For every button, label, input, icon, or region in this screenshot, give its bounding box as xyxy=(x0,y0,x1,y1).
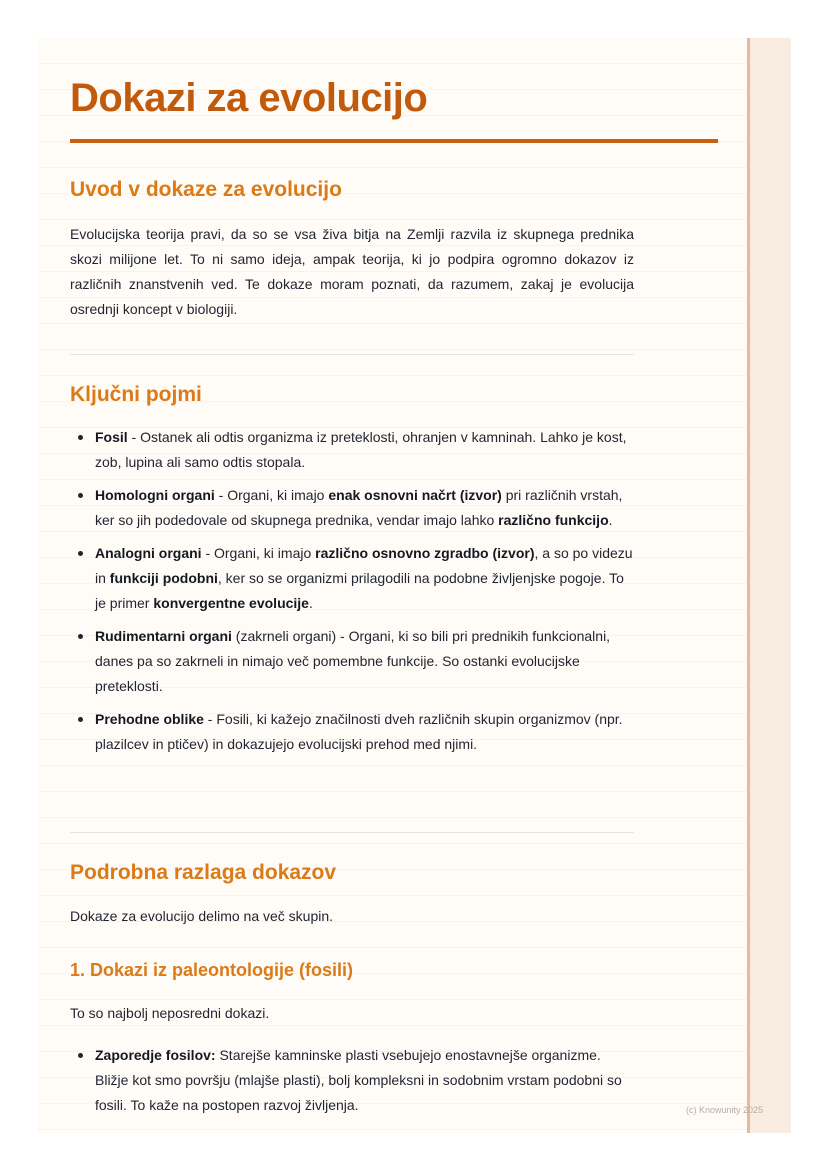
definition-text: - Organi, ki imajo xyxy=(214,487,329,503)
section-divider xyxy=(70,832,634,833)
concepts-list xyxy=(70,425,634,765)
emphasis-text: funkciji podobni xyxy=(109,570,218,586)
details-paragraph: Dokaze za evolucijo delimo na več skupin. xyxy=(70,908,334,924)
list-item xyxy=(70,483,634,533)
definition-text: (zakrneli organi) - Organi, ki so bili pri prednikih funkcionalni, danes pa so zakrneli in nimajo več pomembne funkcije. So ostanki evolucijske preteklosti. xyxy=(95,628,611,694)
document-page xyxy=(38,38,791,1133)
list-item xyxy=(70,707,634,757)
term-fosil: Fosil xyxy=(95,429,128,445)
list-item xyxy=(70,1043,634,1118)
list-item xyxy=(70,541,634,616)
page-title: Dokazi za evolucijo xyxy=(70,76,428,120)
term-analogni: Analogni organi xyxy=(95,545,202,561)
definition-text: , ker so se organizmi prilagodili na podobne življenjske pogoje. To je primer xyxy=(95,570,624,611)
term-prehodne: Prehodne oblike xyxy=(95,711,204,727)
list-item xyxy=(70,425,634,475)
term-homologni: Homologni organi xyxy=(95,487,215,503)
definition-text: . xyxy=(308,595,313,611)
margin-band xyxy=(747,38,791,1133)
definition-text: - Ostanek ali odtis organizma iz preteklosti, ohranjen v kamninah. Lahko je kost, zob, lupina ali samo odtis stopala. xyxy=(95,429,627,470)
emphasis-text: različno osnovno zgradbo (izvor) xyxy=(315,545,535,561)
section-heading-details: Podrobna razlaga dokazov xyxy=(70,861,337,884)
list-item xyxy=(70,624,634,699)
emphasis-text: konvergentne evolucije xyxy=(153,595,309,611)
emphasis-text: različno funkcijo xyxy=(498,512,609,528)
definition-text: pri različnih vrstah, ker so jih podedovale od skupnega prednika, vendar imajo lahko xyxy=(95,487,623,528)
intro-paragraph: Evolucijska teorija pravi, da so se vsa živa bitja na Zemlji razvila iz skupnega prednika skozi milijone let. To ni samo ideja, ampak teorija, ki jo podpira ogromno dokazov iz različnih znanstvenih ved. Te dokaze moram poznati, da razumem, zakaj je evolucija osrednji koncept v biologiji. xyxy=(70,226,634,317)
paleontology-list xyxy=(70,1043,634,1126)
definition-text: - Fosili, ki kažejo značilnosti dveh različnih skupin organizmov (npr. plazilcev in ptičev) in dokazujejo evolucijski prehod med njimi. xyxy=(95,711,623,752)
copyright-footer: (c) Knowunity 2025 xyxy=(686,1105,764,1115)
section-heading-concepts: Ključni pojmi xyxy=(70,383,202,406)
title-underline xyxy=(70,139,718,143)
term-zaporedje: Zaporedje fosilov: xyxy=(95,1047,216,1063)
definition-text: - Organi, ki imajo xyxy=(201,545,316,561)
definition-text: . xyxy=(608,512,613,528)
term-rudimentarni: Rudimentarni organi xyxy=(95,628,232,644)
emphasis-text: enak osnovni načrt (izvor) xyxy=(328,487,502,503)
section-heading-intro: Uvod v dokaze za evolucijo xyxy=(70,178,342,201)
definition-text: Starejše kamninske plasti vsebujejo enostavnejše organizme. Bližje kot smo površju (mlajše plasti), bolj kompleksni in sodobnim vrstam podobni so fosili. To kaže na postopen razvoj življenja. xyxy=(95,1047,622,1113)
subsection-heading-paleontology: 1. Dokazi iz paleontologije (fosili) xyxy=(70,960,354,980)
definition-text: , a so po videzu in xyxy=(95,545,633,586)
section-divider xyxy=(70,354,634,355)
paleontology-paragraph: To so najbolj neposredni dokazi. xyxy=(70,1005,270,1021)
